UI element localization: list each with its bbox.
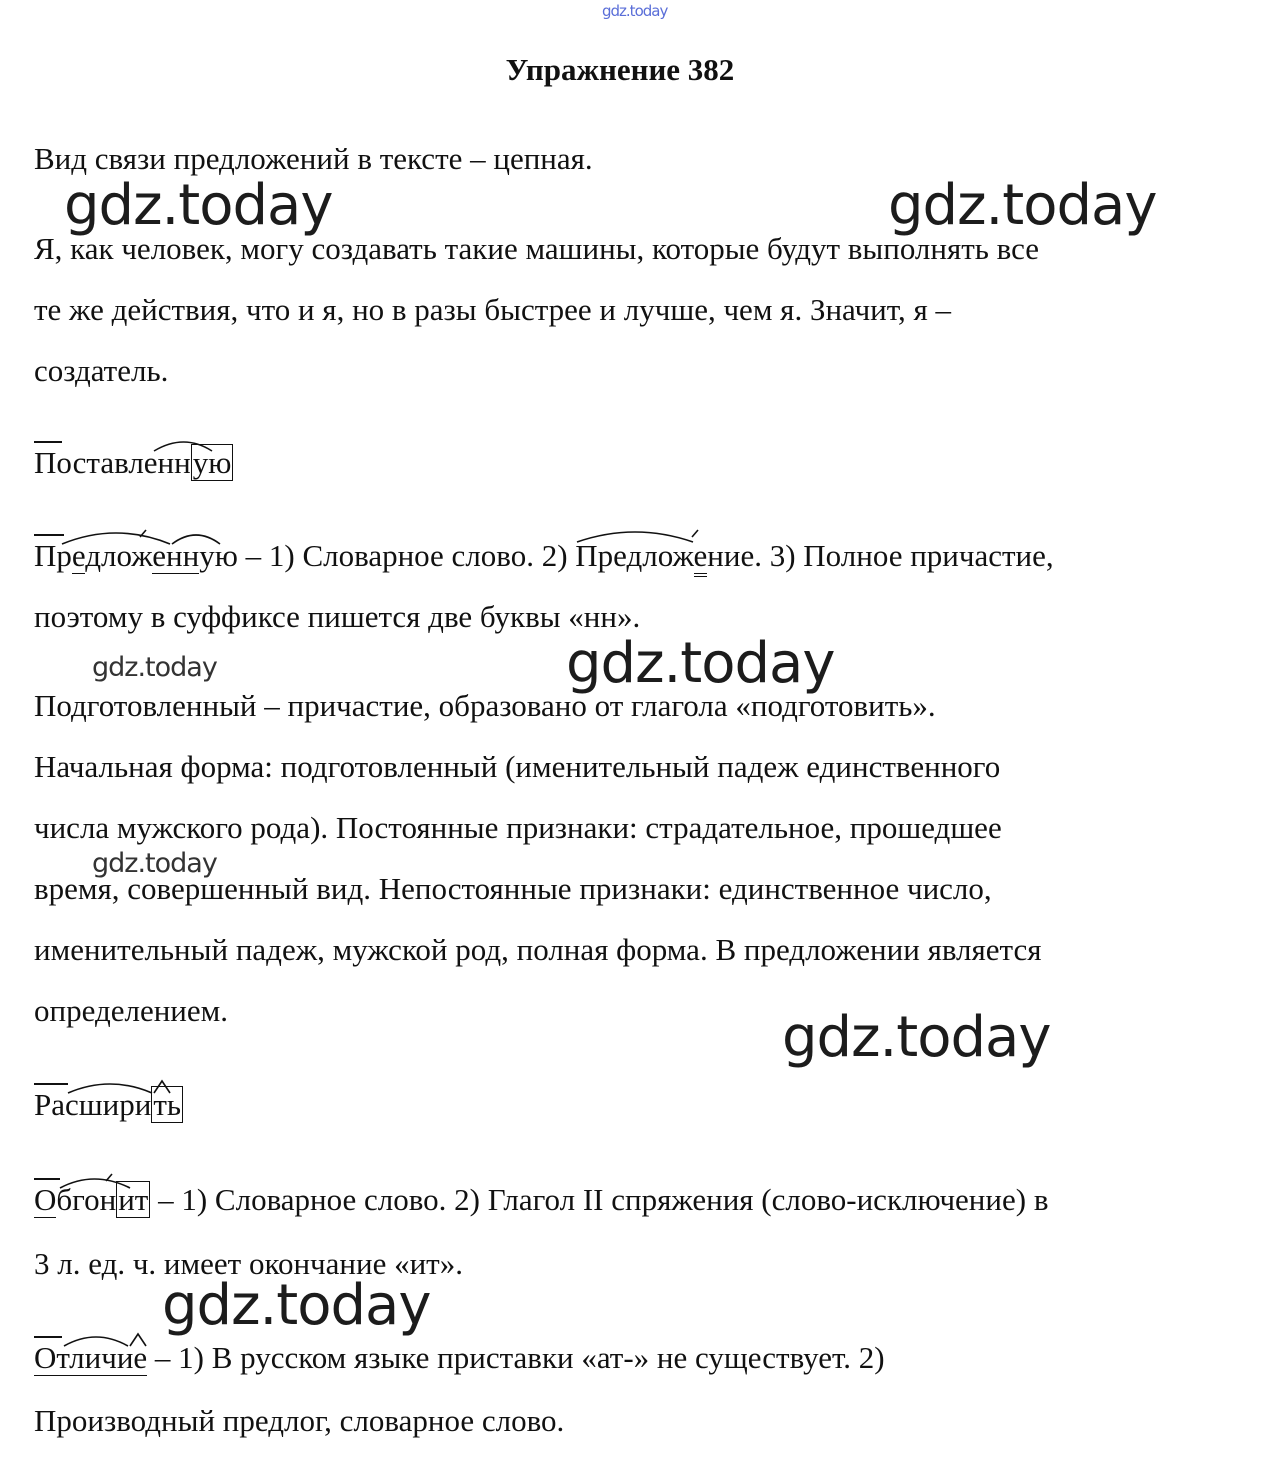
suffix-nn: енн: [152, 538, 200, 573]
watermark: gdz.today: [782, 1005, 1051, 1070]
paragraph-line: Производный предлог, словарное слово.: [34, 1403, 565, 1438]
word-ending: ть: [153, 1087, 181, 1122]
paragraph-line: определением.: [34, 993, 229, 1028]
stressed-vowel: е: [694, 538, 708, 577]
connection-line: Вид связи предложений в тексте – цепная.: [34, 141, 593, 176]
word-ending: ит: [118, 1182, 149, 1217]
word-obgonit: Обгонит: [34, 1182, 150, 1218]
word-ending: е: [133, 1340, 148, 1375]
paragraph-line: те же действия, что и я, но в разы быстрее и лучше, чем я. Значит, я –: [34, 292, 951, 327]
morpheme-marks: [34, 1182, 234, 1222]
word-rasshirit: Расширить: [34, 1087, 183, 1123]
word-analysis-postavlennuyu: [34, 445, 233, 481]
watermark: gdz.today: [92, 652, 217, 683]
word-ending: ую: [192, 445, 232, 480]
paragraph-line: Я, как человек, могу создавать такие машины, которые будут выполнять все: [34, 231, 1040, 266]
word-stem: Поставлен: [34, 445, 175, 480]
word-predlozhennuyu: Предложенную: [34, 538, 238, 574]
paragraph-line: числа мужского рода). Постоянные признаки: страдательное, прошедшее: [34, 810, 1002, 845]
suffix-arc: [34, 445, 294, 485]
paragraph-line: создатель.: [34, 353, 169, 388]
watermark: gdz.today: [888, 173, 1157, 238]
word-postavlennuyu: [34, 445, 233, 481]
checked-vowel: е: [71, 538, 86, 573]
word-suffix-letter: н: [174, 445, 191, 480]
word-otlichie: Отличие: [34, 1340, 147, 1376]
word-predlozhenie: Предложе: [575, 538, 707, 574]
paragraph-line: время, совершенный вид. Непостоянные признаки: единственное число,: [34, 871, 992, 906]
paragraph-line: Подготовленный – причастие, образовано от глагола «подготовить».: [34, 688, 936, 723]
morpheme-marks: [34, 1087, 254, 1127]
word-analysis-obgonit: Обгонит – 1) Словарное слово. 2) Глагол II спряжения (слово-исключение) в: [34, 1182, 1048, 1218]
morpheme-marks: [34, 538, 294, 578]
watermark: gdz.today: [162, 1273, 431, 1338]
watermark: gdz.today: [64, 173, 333, 238]
paragraph-line: Начальная форма: подготовленный (именительный падеж единственного: [34, 749, 1001, 784]
watermark: gdz.today: [566, 631, 835, 696]
word-analysis-predlozhennuyu: Предложенную – 1) Словарное слово. 2) Предложе ние. 3) Полное причастие,: [34, 538, 1054, 574]
watermark: gdz.today: [92, 848, 217, 879]
morpheme-marks: [34, 1340, 234, 1380]
paragraph-line: именительный падеж, мужской род, полная форма. В предложении является: [34, 932, 1042, 967]
watermark-top: gdz.today: [602, 2, 668, 20]
paragraph-line: поэтому в суффиксе пишется две буквы «нн».: [34, 599, 641, 634]
word-analysis-otlichie: Отличие – 1) В русском языке приставки «ат-» не существует. 2): [34, 1340, 885, 1376]
exercise-title: Упражнение 382: [505, 52, 735, 87]
word-analysis-rasshirit: [34, 1087, 183, 1123]
paragraph-line: 3 л. ед. ч. имеет окончание «ит».: [34, 1246, 463, 1281]
root-arc: [575, 538, 735, 578]
